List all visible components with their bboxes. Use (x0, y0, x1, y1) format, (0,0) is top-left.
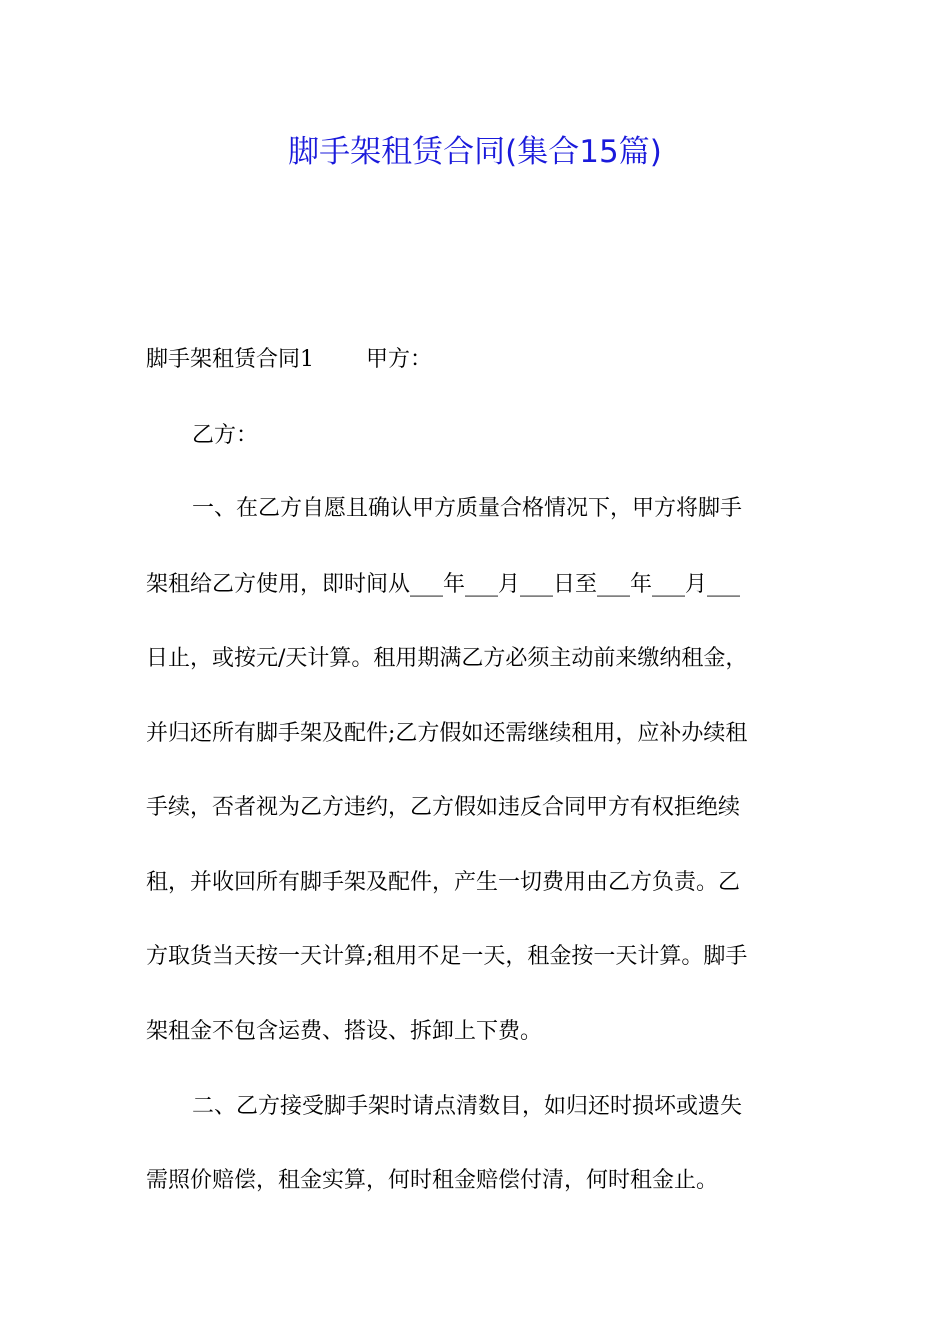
document-title: 脚手架租赁合同(集合15篇) (288, 134, 662, 170)
clause-2-line-2: 需照价赔偿，租金实算，何时租金赔偿付清，何时租金止。 (146, 1168, 719, 1193)
contract-label: 脚手架租赁合同1 (146, 347, 314, 372)
party-b-label: 乙方： (192, 423, 259, 448)
party-a-label: 甲方： (366, 347, 433, 372)
clause-1-line-4: 并归还所有脚手架及配件;乙方假如还需继续租用，应补办续租 (146, 721, 748, 746)
clause-1-line-1: 一、在乙方自愿且确认甲方质量合格情况下，甲方将脚手 (192, 496, 743, 521)
contract-heading-line (146, 343, 432, 377)
clause-2-line-1: 二、乙方接受脚手架时请点清数目，如归还时损坏或遗失 (192, 1094, 743, 1119)
clause-1-line-6: 租，并收回所有脚手架及配件，产生一切费用由乙方负责。乙 (146, 870, 741, 895)
clause-1-line-2: 架租给乙方使用，即时间从___年___月___日至___年___月___ (146, 572, 741, 597)
clause-1-line-5: 手续，否者视为乙方违约，乙方假如违反合同甲方有权拒绝续 (146, 795, 741, 820)
clause-1-line-7: 方取货当天按一天计算;租用不足一天，租金按一天计算。脚手 (146, 944, 748, 969)
clause-1-line-3: 日止，或按元/天计算。租用期满乙方必须主动前来缴纳租金， (146, 646, 748, 671)
clause-1-line-8: 架租金不包含运费、搭设、拆卸上下费。 (146, 1019, 543, 1044)
